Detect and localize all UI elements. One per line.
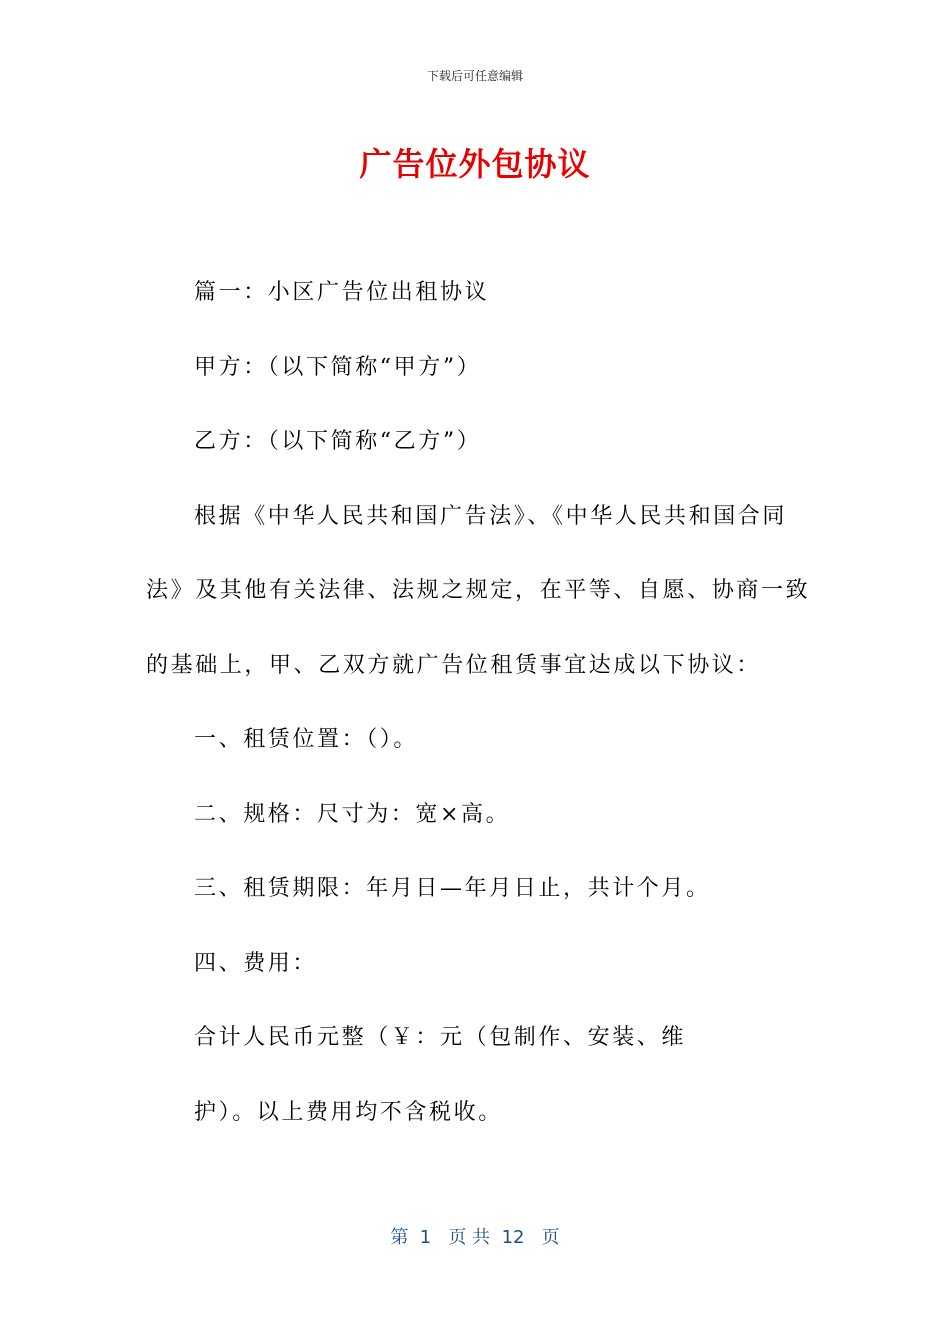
header-note: 下载后可任意编辑 (426, 69, 523, 83)
clause-fee-heading: 四、费用： (194, 950, 318, 976)
page-number-footer: 第 1 页 共 12 页 (390, 1227, 560, 1248)
document-title: 广告位外包协议 (359, 145, 591, 183)
clause-location: 一、租赁位置：（）。 (194, 727, 419, 752)
fee-line-2: 护）。以上费用均不含税收。 (194, 1099, 503, 1125)
party-a-line: 甲方：（以下简称“甲方”） (194, 354, 482, 380)
party-b-line: 乙方：（以下简称“乙方”） (194, 429, 482, 454)
preamble-line-3: 的基础上，甲、乙双方就广告位租赁事宜达成以下协议： (146, 652, 762, 678)
preamble-line-2: 法》及其他有关法律、法规之规定，在平等、自愿、协商一致 (146, 578, 811, 603)
document-body (146, 274, 811, 1168)
clause-size: 二、规格：尺寸为：宽×高。 (194, 801, 511, 827)
section-heading: 篇一：小区广告位出租协议 (194, 280, 490, 305)
clause-term: 三、租赁期限：年月日—年月日止，共计个月。 (194, 876, 711, 901)
fee-line-1: 合计人民币元整（￥：元（包制作、安装、维 (194, 1025, 687, 1050)
preamble-line-1: 根据《中华人民共和国广告法》、《中华人民共和国合同 (194, 503, 788, 529)
